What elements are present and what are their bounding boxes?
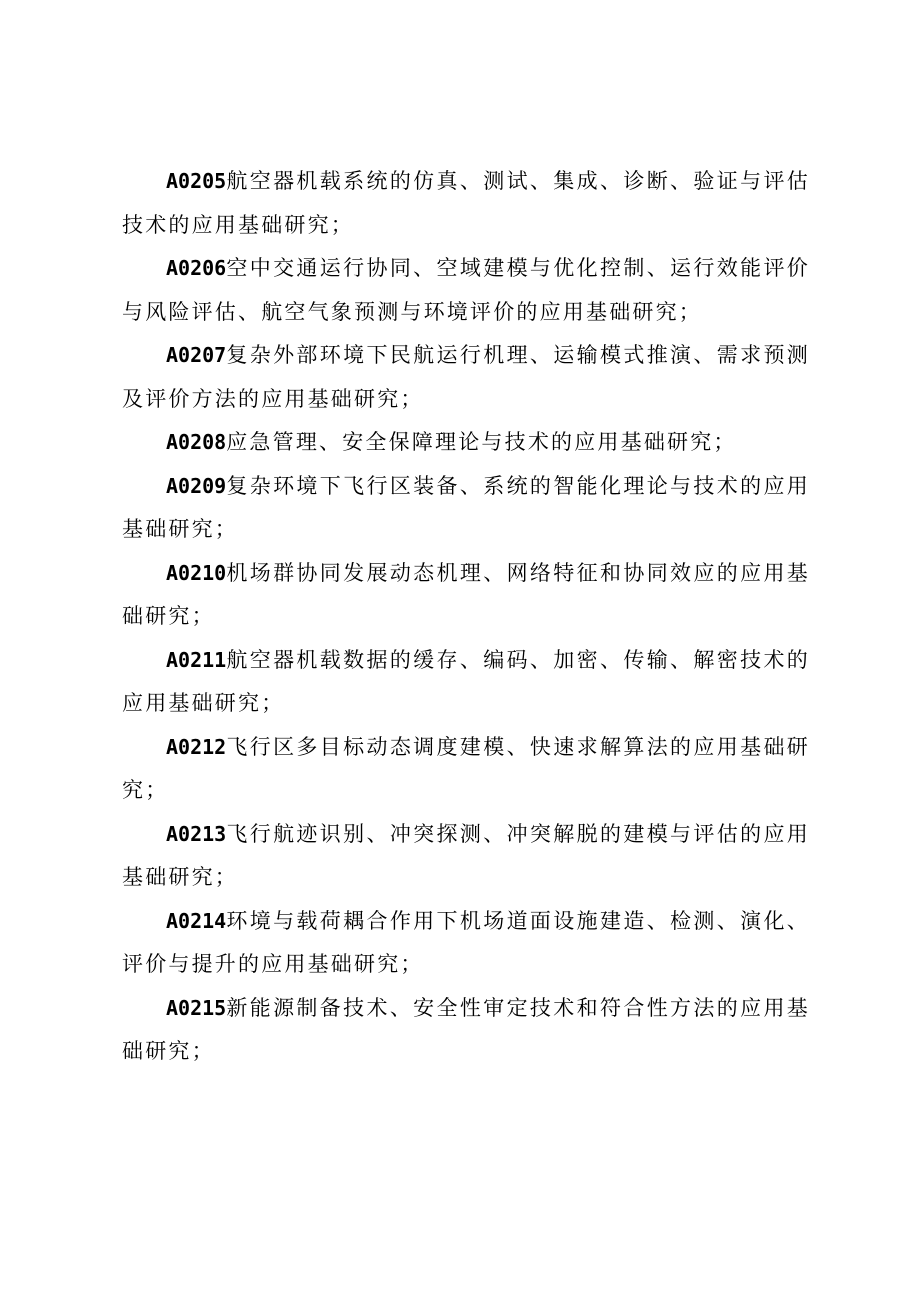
item-code: A0215 [166, 995, 227, 1020]
research-item-a0207 [122, 334, 810, 421]
item-code: A0205 [166, 169, 227, 193]
document-body [122, 160, 810, 1074]
item-text: 环境与载荷耦合作用下机场道面设施建造、检测、演化、评价与提升的应用基础研究； [122, 908, 810, 976]
research-item-a0208 [122, 421, 810, 465]
item-text: 航空器机载数据的缓存、编码、加密、传输、解密技术的应用基础研究； [122, 647, 810, 715]
research-item-a0214 [122, 900, 810, 987]
item-text: 复杂环境下飞行区装备、系统的智能化理论与技术的应用基础研究； [122, 473, 810, 541]
item-code: A0212 [166, 734, 227, 759]
item-code: A0206 [166, 256, 227, 280]
item-text: 空中交通运行协同、空域建模与优化控制、运行效能评价与风险评估、航空气象预测与环境评价的应用基础研究； [122, 256, 810, 324]
item-code: A0209 [166, 473, 227, 498]
item-text: 复杂外部环境下民航运行机理、运输模式推演、需求预测及评价方法的应用基础研究； [122, 343, 810, 411]
research-item-a0206 [122, 247, 810, 334]
item-code: A0208 [166, 430, 227, 454]
item-text: 航空器机载系统的仿真、测试、集成、诊断、验证与评估技术的应用基础研究； [122, 169, 810, 237]
item-text: 新能源制备技术、安全性审定技术和符合性方法的应用基础研究； [122, 995, 810, 1063]
item-code: A0213 [166, 821, 227, 846]
research-item-a0210 [122, 552, 810, 639]
item-code: A0214 [166, 908, 227, 933]
item-code: A0210 [166, 560, 227, 585]
research-item-a0215 [122, 987, 810, 1074]
research-item-a0212 [122, 726, 810, 813]
item-text: 飞行航迹识别、冲突探测、冲突解脱的建模与评估的应用基础研究； [122, 821, 810, 889]
research-item-a0211 [122, 639, 810, 726]
item-text: 机场群协同发展动态机理、网络特征和协同效应的应用基础研究； [122, 560, 810, 628]
research-item-a0205 [122, 160, 810, 247]
research-item-a0209 [122, 465, 810, 552]
item-text: 飞行区多目标动态调度建模、快速求解算法的应用基础研究； [122, 734, 810, 802]
item-text: 应急管理、安全保障理论与技术的应用基础研究； [226, 430, 737, 454]
item-code: A0207 [166, 343, 227, 367]
research-item-a0213 [122, 813, 810, 900]
item-code: A0211 [166, 647, 227, 672]
